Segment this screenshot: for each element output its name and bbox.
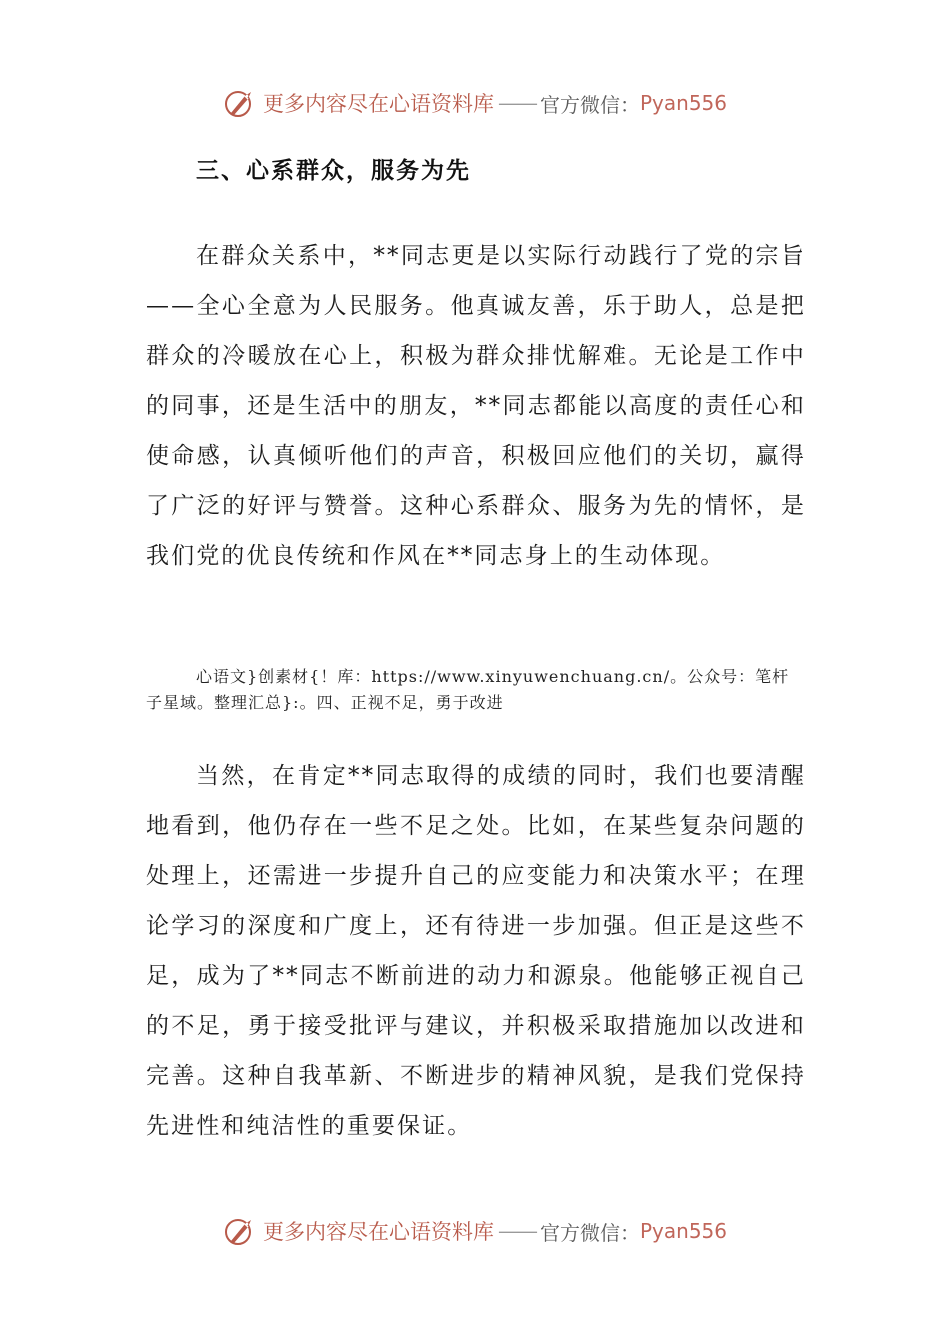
footer-watermark-banner xyxy=(0,1211,950,1251)
paragraph-improve-shortcomings: 当然，在肯定**同志取得的成绩的同时，我们也要清醒地看到，他仍存在一些不足之处。比如，在某些复杂问题的处理上，还需进一步提升自己的应变能力和决策水平；在理论学习的深度和广度上，还有待进一步加强。但正是这些不足，成为了**同志不断前进的动力和源泉。他能够正视自己的不足，勇于接受批评与建议，并积极采取措施加以改进和完善。这种自我革新、不断进步的精神风貌，是我们党保持先进性和纯洁性的重要保证。 xyxy=(146,763,806,1139)
banner-wechat-id: Pyan556 xyxy=(639,91,727,115)
banner-separator: —— xyxy=(497,91,536,115)
banner-text: 更多内容尽在心语资料库 xyxy=(262,1220,494,1244)
section-heading: 三、心系群众，服务为先 xyxy=(196,158,471,184)
pen-nib-logo-icon xyxy=(223,86,257,120)
pen-nib-logo-icon xyxy=(223,1214,257,1248)
source-note: 心语文}创素材{！库：https://www.xinyuwenchuang.cn/。公众号：笔杆子星域。整理汇总}:。四、正视不足，勇于改进 xyxy=(146,667,790,712)
banner-wechat-id: Pyan556 xyxy=(639,1219,727,1243)
paragraph-serve-masses: 在群众关系中，**同志更是以实际行动践行了党的宗旨——全心全意为人民服务。他真诚友善，乐于助人，总是把群众的冷暖放在心上，积极为群众排忧解难。无论是工作中的同事，还是生活中的朋友，**同志都能以高度的责任心和使命感，认真倾听他们的声音，积极回应他们的关切，赢得了广泛的好评与赞誉。这种心系群众、服务为先的情怀，是我们党的优良传统和作风在**同志身上的生动体现。 xyxy=(146,243,806,569)
banner-separator: —— xyxy=(497,1219,536,1243)
header-watermark-banner xyxy=(0,83,950,123)
banner-wechat-label: 官方微信： xyxy=(539,92,640,117)
banner-wechat-label: 官方微信： xyxy=(539,1220,640,1245)
banner-text: 更多内容尽在心语资料库 xyxy=(262,92,494,116)
